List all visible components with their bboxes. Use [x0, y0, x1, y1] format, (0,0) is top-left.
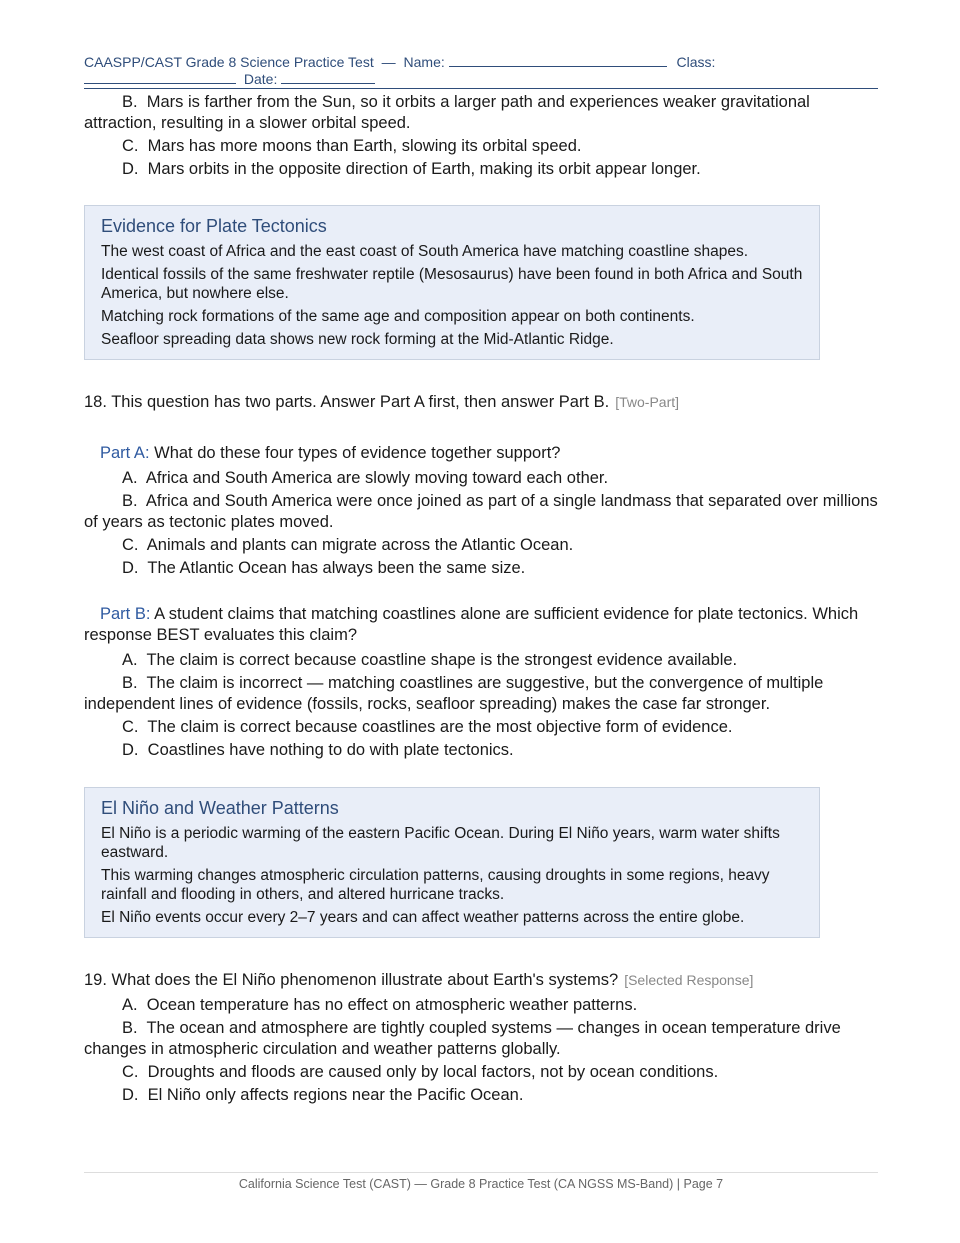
info-item: El Niño events occur every 2–7 years and can affect weather patterns across the entire globe. — [101, 909, 745, 926]
q17-options — [84, 92, 878, 180]
option-letter: B. — [122, 93, 138, 111]
box-title: El Niño and Weather Patterns — [101, 798, 339, 818]
option-letter: C. — [122, 536, 139, 554]
evidence-item: Matching rock formations of the same age and composition appear on both continents. — [101, 308, 695, 325]
option-text: Mars has more moons than Earth, slowing its orbital speed. — [147, 137, 582, 155]
page-content — [84, 92, 878, 1108]
option-letter: D. — [122, 160, 139, 178]
option-text: Droughts and floods are caused only by local factors, not by ocean conditions. — [147, 1063, 719, 1081]
question-19-stem — [84, 970, 878, 991]
option-letter: C. — [122, 137, 139, 155]
part-b-text: A student claims that matching coastlines alone are sufficient evidence for plate tectonics. Which response BEST evaluates this claim? — [84, 605, 859, 644]
name-label: Name: — [403, 54, 445, 70]
part-a-label: Part A: — [100, 444, 150, 462]
option-text: The Atlantic Ocean has always been the same size. — [147, 559, 526, 577]
el-nino-info-box — [84, 787, 820, 938]
question-text: 19. What does the El Niño phenomenon illustrate about Earth's systems? — [84, 971, 619, 989]
class-blank — [84, 71, 236, 84]
info-item: El Niño is a periodic warming of the eastern Pacific Ocean. During El Niño years, warm water shifts eastward. — [101, 825, 780, 861]
answer-option[interactable] — [84, 1085, 878, 1106]
option-text: Africa and South America are slowly moving toward each other. — [145, 469, 609, 487]
option-text: The claim is correct because coastline shape is the strongest evidence available. — [146, 651, 738, 669]
answer-option[interactable] — [84, 468, 878, 489]
answer-option[interactable] — [84, 650, 878, 671]
part-b-label: Part B: — [100, 605, 151, 623]
test-title: CAASPP/CAST Grade 8 Science Practice Test — [84, 54, 374, 70]
page-footer: California Science Test (CAST) — Grade 8 Practice Test (CA NGSS MS-Band) | Page 7 — [84, 1172, 878, 1191]
answer-option[interactable] — [84, 1018, 878, 1060]
question-18-stem — [84, 392, 878, 413]
answer-option[interactable] — [84, 717, 878, 738]
option-letter: B. — [122, 674, 138, 692]
header-line-1 — [84, 54, 878, 71]
date-blank — [281, 71, 375, 84]
option-text: The claim is correct because coastlines are the most objective form of evidence. — [147, 718, 733, 736]
evidence-item: Identical fossils of the same freshwater reptile (Mesosaurus) have been found in both Africa and South America, but nowhere else. — [101, 266, 803, 302]
option-text: Ocean temperature has no effect on atmospheric weather patterns. — [146, 996, 638, 1014]
option-letter: D. — [122, 559, 139, 577]
answer-option[interactable] — [84, 136, 878, 157]
header-dash: — — [381, 54, 396, 70]
option-letter: B. — [122, 1019, 138, 1037]
box-title: Evidence for Plate Tectonics — [101, 216, 327, 236]
part-b-prompt — [84, 604, 878, 646]
header-line-2 — [84, 71, 878, 88]
option-letter: D. — [122, 741, 139, 759]
answer-option[interactable] — [84, 535, 878, 556]
evidence-item: The west coast of Africa and the east coast of South America have matching coastline shapes. — [101, 243, 749, 260]
answer-option[interactable] — [84, 558, 878, 579]
option-text: Africa and South America were once joined as part of a single landmass that separated over millions of years as tectonic plates moved. — [84, 492, 878, 531]
option-text: Mars is farther from the Sun, so it orbits a larger path and experiences weaker gravitational attraction, resulting in a slower orbital speed. — [84, 93, 810, 132]
part-a-text: What do these four types of evidence together support? — [154, 444, 561, 462]
option-text: Mars orbits in the opposite direction of Earth, making its orbit appear longer. — [147, 160, 701, 178]
option-text: The ocean and atmosphere are tightly coupled systems — changes in ocean temperature drive changes in atmospheric circulation and weather patterns globally. — [84, 1019, 841, 1058]
option-text: El Niño only affects regions near the Pacific Ocean. — [147, 1086, 524, 1104]
option-letter: C. — [122, 718, 139, 736]
question-type-tag: [Selected Response] — [624, 972, 754, 988]
info-item: This warming changes atmospheric circulation patterns, causing droughts in some regions, heavy rainfall and flooding in others, and altered hurricane tracks. — [101, 867, 770, 903]
option-letter: B. — [122, 492, 138, 510]
answer-option[interactable] — [84, 1062, 878, 1083]
option-text: The claim is incorrect — matching coastlines are suggestive, but the convergence of multiple independent lines of evidence (fossils, rocks, seafloor spreading) makes the case far stronger. — [84, 674, 824, 713]
answer-option[interactable] — [84, 491, 878, 533]
option-text: Animals and plants can migrate across the Atlantic Ocean. — [146, 536, 574, 554]
date-label: Date: — [243, 71, 278, 87]
answer-option[interactable] — [84, 995, 878, 1016]
question-text: 18. This question has two parts. Answer Part A first, then answer Part B. — [84, 393, 610, 411]
answer-option[interactable] — [84, 740, 878, 761]
question-type-tag: [Two-Part] — [615, 394, 680, 410]
answer-option[interactable] — [84, 673, 878, 715]
option-letter: D. — [122, 1086, 139, 1104]
option-letter: A. — [122, 469, 138, 487]
answer-option[interactable] — [84, 92, 878, 134]
class-label: Class: — [676, 54, 716, 70]
part-a-prompt — [84, 443, 878, 464]
option-letter: A. — [122, 651, 138, 669]
evidence-item: Seafloor spreading data shows new rock forming at the Mid-Atlantic Ridge. — [101, 331, 614, 348]
name-blank — [449, 54, 667, 67]
option-letter: A. — [122, 996, 138, 1014]
answer-option[interactable] — [84, 159, 878, 180]
option-letter: C. — [122, 1063, 139, 1081]
page-header — [84, 54, 878, 89]
option-text: Coastlines have nothing to do with plate tectonics. — [147, 741, 514, 759]
plate-tectonics-evidence-box — [84, 205, 820, 360]
